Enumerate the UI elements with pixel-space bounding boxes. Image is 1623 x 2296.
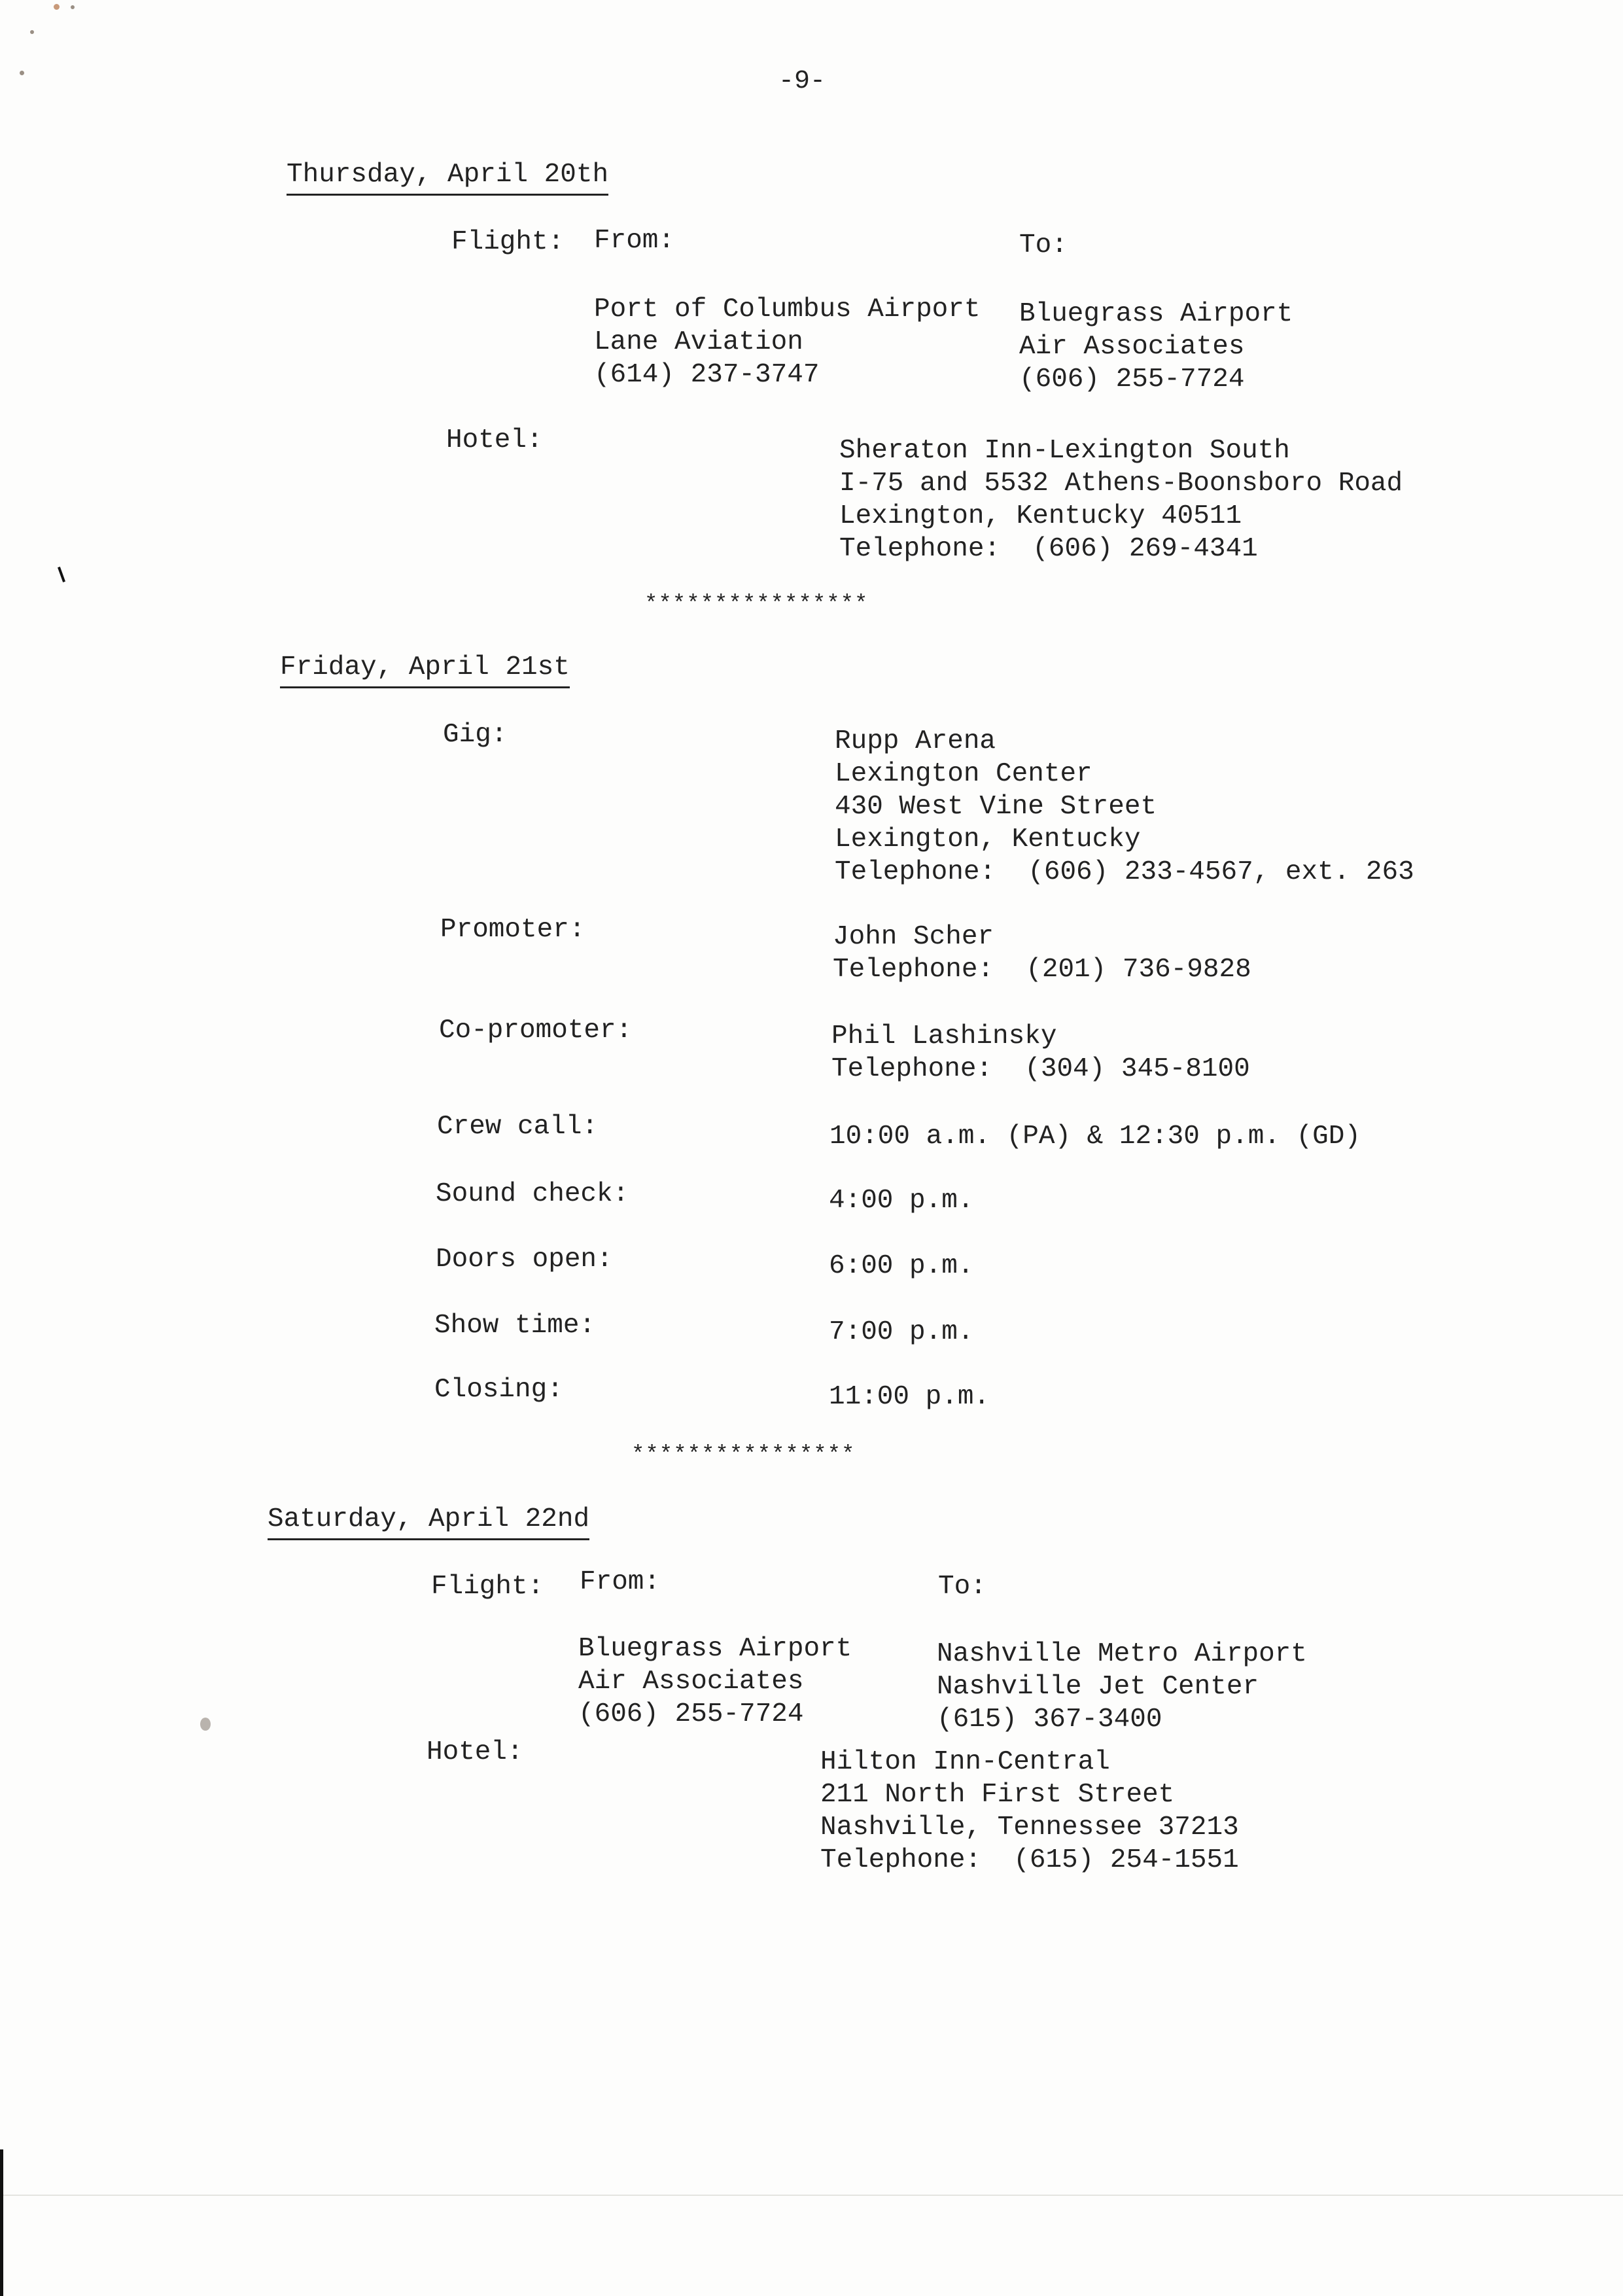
thursday-to-block: [1019, 298, 1293, 396]
saturday-from-block: [578, 1633, 852, 1731]
saturday-hotel-label: Hotel:: [427, 1737, 523, 1767]
friday-copromoter-block: [831, 1020, 1250, 1086]
saturday-hotel-name: Hilton Inn-Central: [820, 1747, 1110, 1777]
friday-promoter-phone: Telephone: (201) 736-9828: [833, 955, 1251, 985]
thursday-to-phone: (606) 255-7724: [1019, 364, 1245, 395]
thursday-from-block: [594, 293, 981, 391]
thursday-hotel-label: Hotel:: [446, 425, 543, 455]
page-number: -9-: [778, 67, 826, 96]
thursday-hotel-city: Lexington, Kentucky 40511: [839, 501, 1242, 531]
scan-speck: [54, 4, 60, 10]
friday-copromoter-name: Phil Lashinsky: [831, 1021, 1057, 1051]
friday-gig-block: [835, 725, 1414, 889]
thursday-flight-label: Flight:: [451, 227, 565, 257]
friday-copromoter-label: Co-promoter:: [439, 1016, 633, 1046]
scan-speck: [71, 5, 75, 9]
friday-crew-call-label: Crew call:: [437, 1112, 599, 1142]
scan-edge: [0, 2149, 3, 2296]
thursday-to-airport: Bluegrass Airport: [1019, 299, 1293, 329]
saturday-to-airport: Nashville Metro Airport: [937, 1639, 1307, 1669]
thursday-hotel-address: I-75 and 5532 Athens-Boonsboro Road: [839, 468, 1403, 499]
friday-heading: Friday, April 21st: [280, 651, 570, 688]
friday-promoter-block: [833, 921, 1251, 986]
saturday-from-phone: (606) 255-7724: [578, 1699, 804, 1729]
friday-show-time-label: Show time:: [434, 1311, 596, 1341]
friday-closing-value: 11:00 p.m.: [829, 1382, 990, 1412]
thursday-heading: Thursday, April 20th: [287, 158, 608, 196]
friday-doors-open-label: Doors open:: [436, 1245, 613, 1275]
separator-1: ****************: [644, 592, 869, 617]
saturday-hotel-city: Nashville, Tennessee 37213: [820, 1812, 1239, 1843]
friday-promoter-label: Promoter:: [440, 915, 585, 945]
saturday-to-label: To:: [938, 1572, 986, 1602]
thursday-to-fbo: Air Associates: [1019, 332, 1245, 362]
friday-sound-check-label: Sound check:: [436, 1179, 629, 1209]
friday-gig-city: Lexington, Kentucky: [835, 824, 1141, 855]
scan-mark: [58, 567, 65, 582]
thursday-from-label: From:: [594, 226, 675, 256]
saturday-flight-label: Flight:: [431, 1572, 544, 1602]
thursday-from-phone: (614) 237-3747: [594, 360, 820, 390]
friday-show-time-value: 7:00 p.m.: [829, 1317, 974, 1347]
friday-sound-check-value: 4:00 p.m.: [829, 1186, 974, 1216]
saturday-to-phone: (615) 367-3400: [937, 1704, 1162, 1735]
friday-gig-street: 430 West Vine Street: [835, 792, 1157, 822]
page-fold-line: [0, 2195, 1623, 2196]
friday-gig-label: Gig:: [443, 720, 508, 750]
friday-doors-open-value: 6:00 p.m.: [829, 1251, 974, 1281]
thursday-to-label: To:: [1019, 230, 1068, 260]
friday-gig-phone: Telephone: (606) 233-4567, ext. 263: [835, 857, 1414, 887]
saturday-from-fbo: Air Associates: [578, 1667, 804, 1697]
scan-speck: [200, 1718, 211, 1731]
friday-copromoter-phone: Telephone: (304) 345-8100: [831, 1054, 1250, 1084]
saturday-to-block: [937, 1638, 1307, 1736]
scan-speck: [30, 30, 34, 34]
saturday-from-airport: Bluegrass Airport: [578, 1634, 852, 1664]
friday-gig-venue: Rupp Arena: [835, 726, 996, 756]
saturday-to-fbo: Nashville Jet Center: [937, 1672, 1259, 1702]
saturday-heading: Saturday, April 22nd: [268, 1503, 589, 1540]
friday-crew-call-value: 10:00 a.m. (PA) & 12:30 p.m. (GD): [829, 1122, 1361, 1152]
saturday-hotel-block: [820, 1746, 1239, 1877]
saturday-hotel-phone: Telephone: (615) 254-1551: [820, 1845, 1239, 1875]
friday-closing-label: Closing:: [434, 1375, 563, 1405]
thursday-hotel-name: Sheraton Inn-Lexington South: [839, 436, 1290, 466]
thursday-hotel-block: [839, 434, 1403, 565]
thursday-from-fbo: Lane Aviation: [594, 327, 803, 357]
friday-promoter-name: John Scher: [833, 922, 994, 952]
saturday-from-label: From:: [580, 1567, 661, 1597]
thursday-from-airport: Port of Columbus Airport: [594, 294, 981, 325]
separator-2: ****************: [631, 1443, 856, 1468]
saturday-hotel-address: 211 North First Street: [820, 1780, 1175, 1810]
thursday-hotel-phone: Telephone: (606) 269-4341: [839, 534, 1258, 564]
friday-gig-center: Lexington Center: [835, 759, 1092, 789]
scan-speck: [20, 71, 24, 75]
